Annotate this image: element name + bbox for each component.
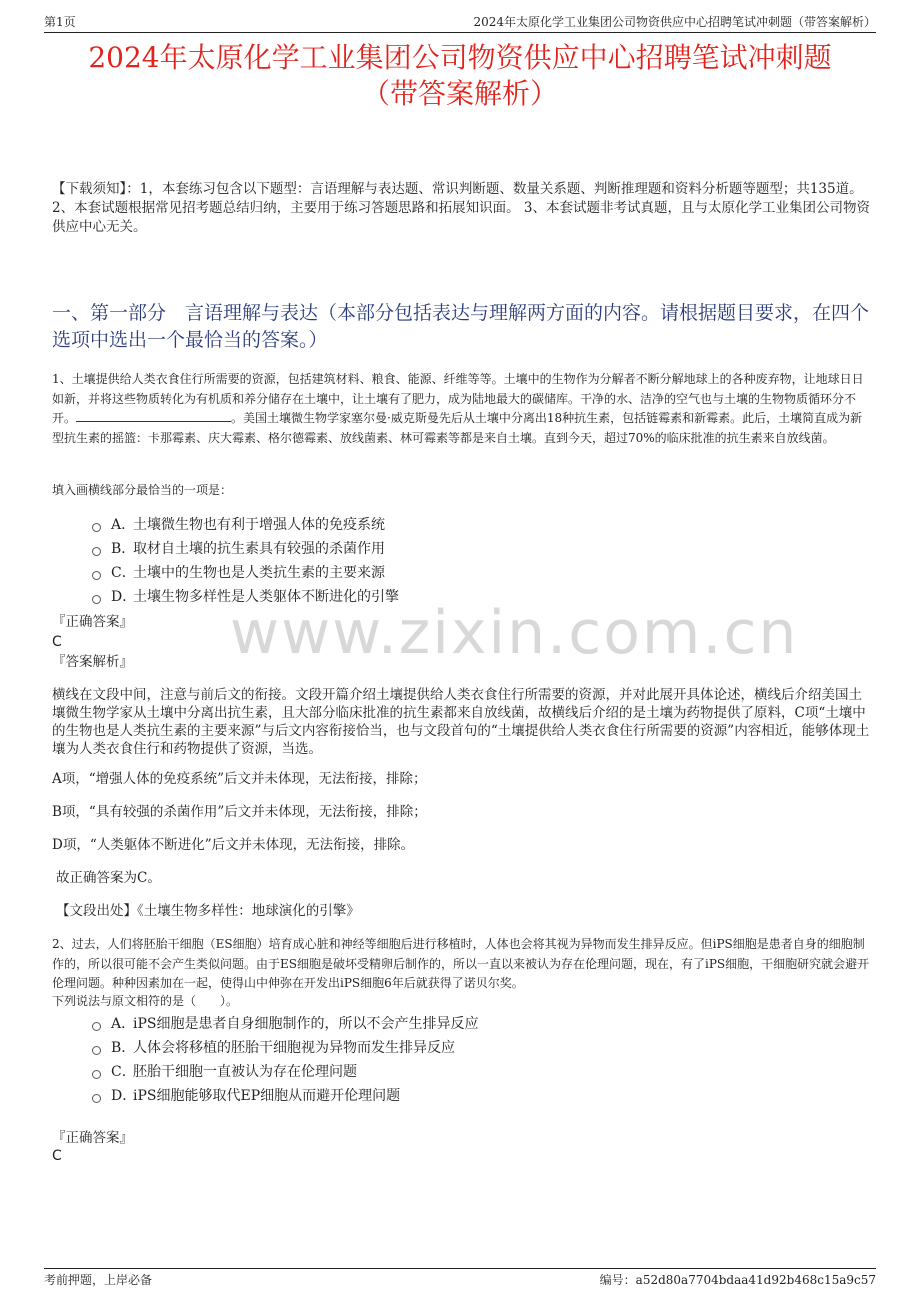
q1-analysis-label: 『答案解析』 — [52, 654, 133, 670]
q1-note-d: D项，“人类躯体不断进化”后文并未体现，无法衔接，排除。 — [52, 837, 415, 853]
option-letter: C． — [111, 565, 136, 581]
download-notice: 【下载须知】：1，本套练习包含以下题型：言语理解与表达题、常识判断题、数量关系题、判断推理题和资料分析题等题型；共135道。 2、本套试题根据常见招考题总结归纳，主要用于练习答题思路和拓展知识面。 3、本套试题非考试真题，且与太原化学工业集团公司物资供应中心无关。 — [52, 181, 870, 235]
page-number: 第1页 — [44, 15, 76, 29]
option-letter: D． — [111, 589, 137, 605]
q1-prompt: 填入画横线部分最恰当的一项是： — [52, 483, 233, 497]
footer-doc-id: 编号：a52d80a7704bdaa41d92b468c15a9c57 — [599, 1273, 876, 1287]
footer-slogan: 考前押题，上岸必备 — [44, 1273, 153, 1287]
q1-conclusion: 故正确答案为C。 — [56, 870, 161, 886]
q2-option-b[interactable] — [92, 1035, 860, 1059]
fill-blank-line — [76, 409, 231, 422]
option-letter: C． — [111, 1064, 136, 1080]
q2-answer: C — [52, 1148, 62, 1164]
q1-analysis: 横线在文段中间，注意与前后文的衔接。文段开篇介绍土壤提供给人类衣食住行所需要的资源，并对此展开具体论述，横线后介绍美国土壤微生物学家从土壤中分离出抗生素，且大部分临床批准的抗生素都来自放线菌，故横线后介绍的是土壤为药物提供了原料，C项“土壤中的生物也是人类抗生素的主要来源”与后文内容衔接恰当，也与文段首句的“土壤提供给人类衣食住行所需要的资源”内容相近，能够体现土壤为人类衣食住行和药物提供了资源，当选。 — [52, 687, 870, 757]
section-heading: 一、第一部分 言语理解与表达（本部分包括表达与理解两方面的内容。请根据题目要求，在四个选项中选出一个最恰当的答案。） — [52, 302, 870, 351]
q2-stem: 2、过去，人们将胚胎干细胞（ES细胞）培育成心脏和神经等细胞后进行移植时，人体也会将其视为异物而发生排异反应。但iPS细胞是患者自身的细胞制作的，所以很可能不会产生类似问题。由于ES细胞是破坏受精卵后制作的，所以一直以来被认为存在伦理问题，现在，有了iPS细胞，干细胞研究就会避开伦理问题。种种因素加在一起，使得山中伸弥在开发出iPS细胞6年后就获得了诺贝尔奖。 — [52, 937, 870, 990]
radio-icon[interactable] — [92, 595, 101, 604]
option-letter: A． — [111, 517, 136, 533]
q1-stem-part-1: 1、土壤提供给人类衣食住行所需要的资源，包括建筑材料、粮食、能源、纤维等等。土壤中的生物作为分解者不断分解地球上的各种废弃物，让地球日日如新，并将这些物质转化为有机质和养分储存在土壤中，让土壤有了肥力，成为陆地最大的碳储库。干净的水、洁净的空气也与土壤的生物物质循环分不开。 — [52, 372, 864, 425]
radio-icon[interactable] — [92, 1022, 101, 1031]
option-text: iPS细胞是患者自身细胞制作的，所以不会产生排异反应 — [133, 1016, 479, 1032]
q2-option-c[interactable] — [92, 1059, 860, 1083]
q2-option-a[interactable] — [92, 1011, 860, 1035]
q1-stem — [52, 370, 872, 448]
document-title — [40, 40, 880, 112]
page-header — [44, 12, 876, 33]
radio-icon[interactable] — [92, 1070, 101, 1079]
option-letter: B． — [111, 541, 136, 557]
option-text: 取材自土壤的抗生素具有较强的杀菌作用 — [133, 541, 385, 557]
radio-icon[interactable] — [92, 547, 101, 556]
radio-icon[interactable] — [92, 523, 101, 532]
q1-options — [92, 512, 860, 608]
q2-prompt: 下列说法与原文相符的是（ ）。 — [52, 994, 239, 1008]
radio-icon[interactable] — [92, 1094, 101, 1103]
option-text: 土壤中的生物也是人类抗生素的主要来源 — [133, 565, 385, 581]
q1-source: 【文段出处】《土壤生物多样性：地球演化的引擎》 — [56, 903, 360, 919]
q1-note-b: B项，“具有较强的杀菌作用”后文并未体现，无法衔接，排除； — [52, 804, 427, 820]
option-letter: B． — [111, 1040, 136, 1056]
q2-answer-label: 『正确答案』 — [52, 1130, 133, 1146]
radio-icon[interactable] — [92, 571, 101, 580]
q1-note-a: A项，“增强人体的免疫系统”后文并未体现，无法衔接，排除； — [52, 771, 427, 787]
q1-answer-label: 『正确答案』 — [52, 614, 133, 630]
page-footer — [44, 1268, 876, 1291]
watermark: www.zixin.com.cn — [230, 598, 799, 668]
option-text: iPS细胞能够取代EP细胞从而避开伦理问题 — [133, 1088, 401, 1104]
q2-options — [92, 1011, 860, 1107]
option-letter: A． — [111, 1016, 136, 1032]
option-text: 土壤生物多样性是人类躯体不断进化的引擎 — [133, 589, 399, 605]
q2-option-d[interactable] — [92, 1083, 860, 1107]
header-doc-title: 2024年太原化学工业集团公司物资供应中心招聘笔试冲刺题（带答案解析） — [473, 15, 876, 29]
title-line-2: （带答案解析） — [361, 77, 558, 110]
option-letter: D． — [111, 1088, 137, 1104]
q1-answer: C — [52, 634, 62, 650]
q1-option-c[interactable] — [92, 560, 860, 584]
option-text: 胚胎干细胞一直被认为存在伦理问题 — [133, 1064, 357, 1080]
q1-option-a[interactable] — [92, 512, 860, 536]
option-text: 土壤微生物也有利于增强人体的免疫系统 — [133, 517, 385, 533]
title-line-1: 2024年太原化学工业集团公司物资供应中心招聘笔试冲刺题 — [88, 41, 832, 74]
q1-option-b[interactable] — [92, 536, 860, 560]
radio-icon[interactable] — [92, 1046, 101, 1055]
option-text: 人体会将移植的胚胎干细胞视为异物而发生排异反应 — [133, 1040, 455, 1056]
q1-stem-part-2: 。美国土壤微生物学家塞尔曼·威克斯曼先后从土壤中分离出18种抗生素，包括链霉素和新霉素。此后，土壤简直成为新型抗生素的摇篮：卡那霉素、庆大霉素、格尔德霉素、放线菌素、林可霉素等都是来自土壤。直到今天，超过70%的临床批准的抗生素来自放线菌。 — [52, 411, 863, 445]
